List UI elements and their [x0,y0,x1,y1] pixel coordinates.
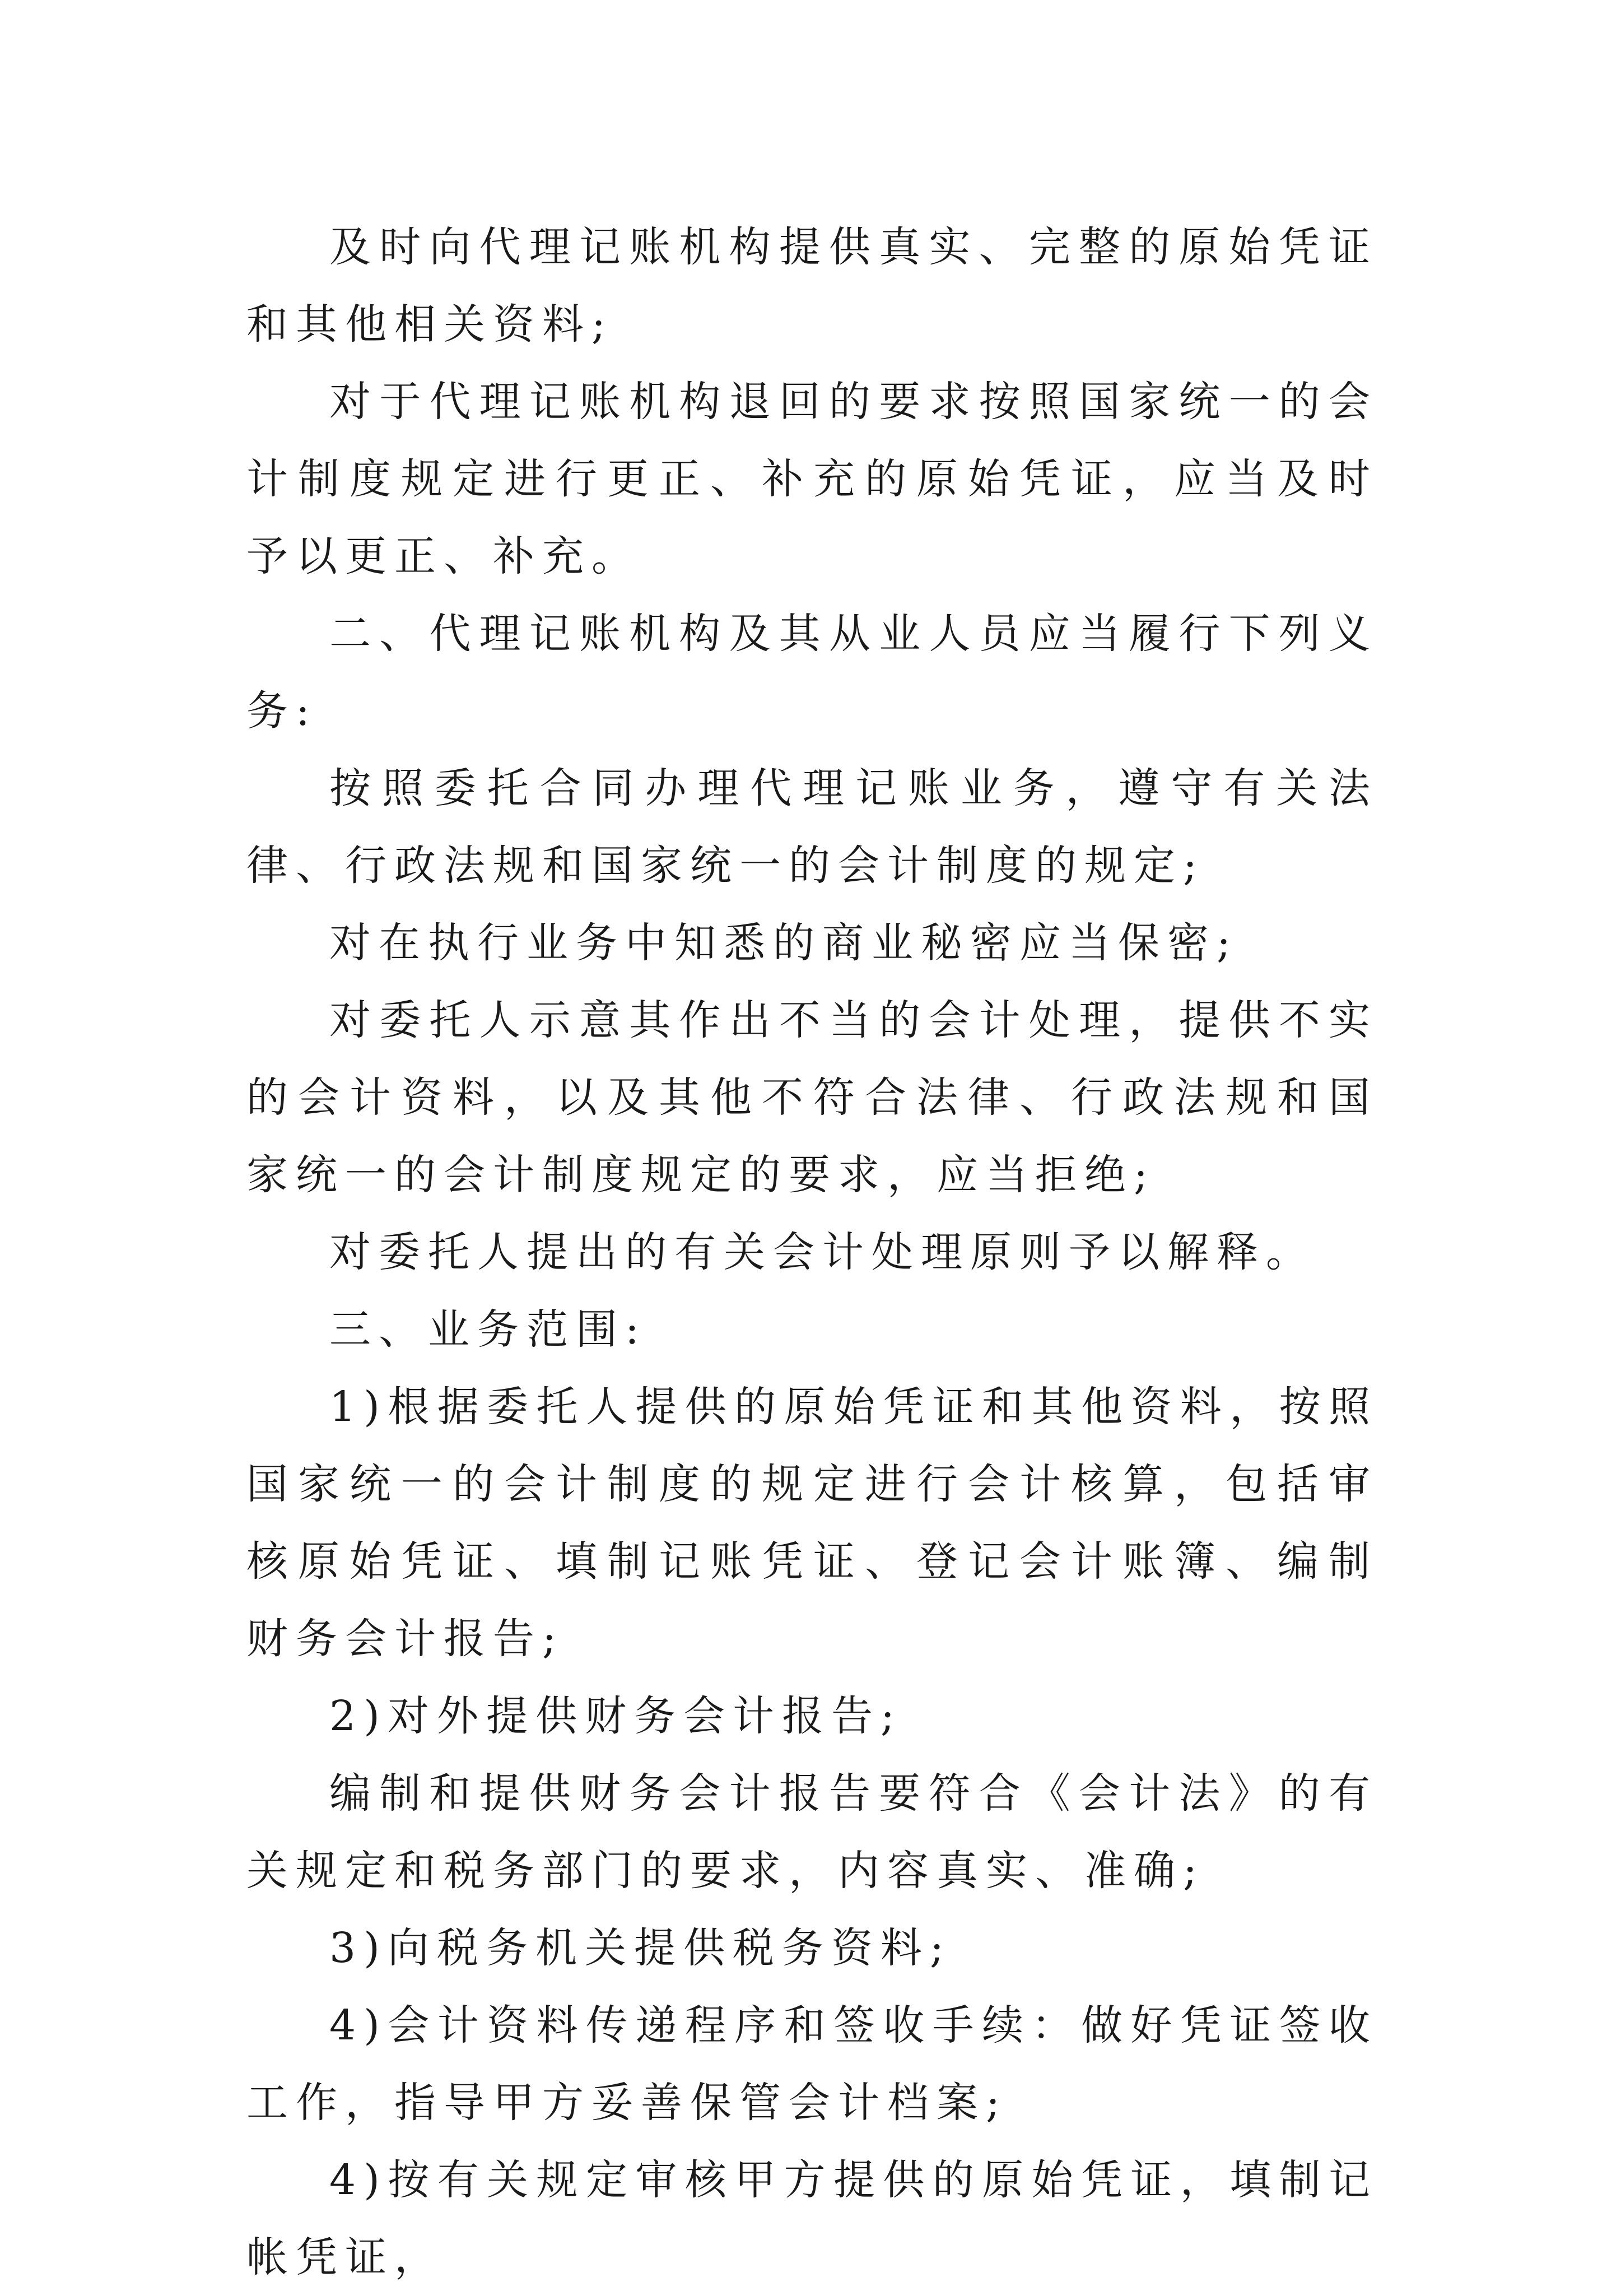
document-body [246,208,1378,2296]
paragraph-scope-item-2: 2)对外提供财务会计报告; [329,1692,902,1740]
paragraph-provide-materials: 及时向代理记账机构提供真实、完整的原始凭证和其他相关资料; [246,223,1378,348]
paragraph-scope-item-1: 1)根据委托人提供的原始凭证和其他资料，按照国家统一的会计制度的规定进行会计核算，包括审核原始凭证、填制记账凭证、登记会计账簿、编制财务会计报告; [246,1383,1378,1663]
section-heading-scope: 三、业务范围: [329,1305,647,1354]
paragraph-correct-vouchers: 对于代理记账机构退回的要求按照国家统一的会计制度规定进行更正、补充的原始凭证，应当及时予以更正、补充。 [246,378,1378,580]
paragraph-refuse-improper: 对委托人示意其作出不当的会计处理，提供不实的会计资料，以及其他不符合法律、行政法规和国家统一的会计制度规定的要求，应当拒绝; [246,996,1378,1199]
paragraph-explain-principles: 对委托人提出的有关会计处理原则予以解释。 [329,1228,1315,1276]
section-heading-obligations: 二、代理记账机构及其从业人员应当履行下列义务: [246,610,1378,735]
paragraph-scope-item-4a: 4)会计资料传递程序和签收手续：做好凭证签收工作，指导甲方妥善保管会计档案; [246,2001,1378,2127]
paragraph-scope-item-3: 3)向税务机关提供税务资料; [329,1924,952,1972]
paragraph-confidentiality: 对在执行业务中知悉的商业秘密应当保密; [329,919,1238,967]
paragraph-report-requirements: 编制和提供财务会计报告要符合《会计法》的有关规定和税务部门的要求，内容真实、准确; [246,1769,1378,1895]
paragraph-scope-item-4b: 4)按有关规定审核甲方提供的原始凭证，填制记帐凭证， [246,2156,1378,2281]
paragraph-contract-compliance: 按照委托合同办理代理记账业务，遵守有关法律、行政法规和国家统一的会计制度的规定; [246,764,1378,890]
